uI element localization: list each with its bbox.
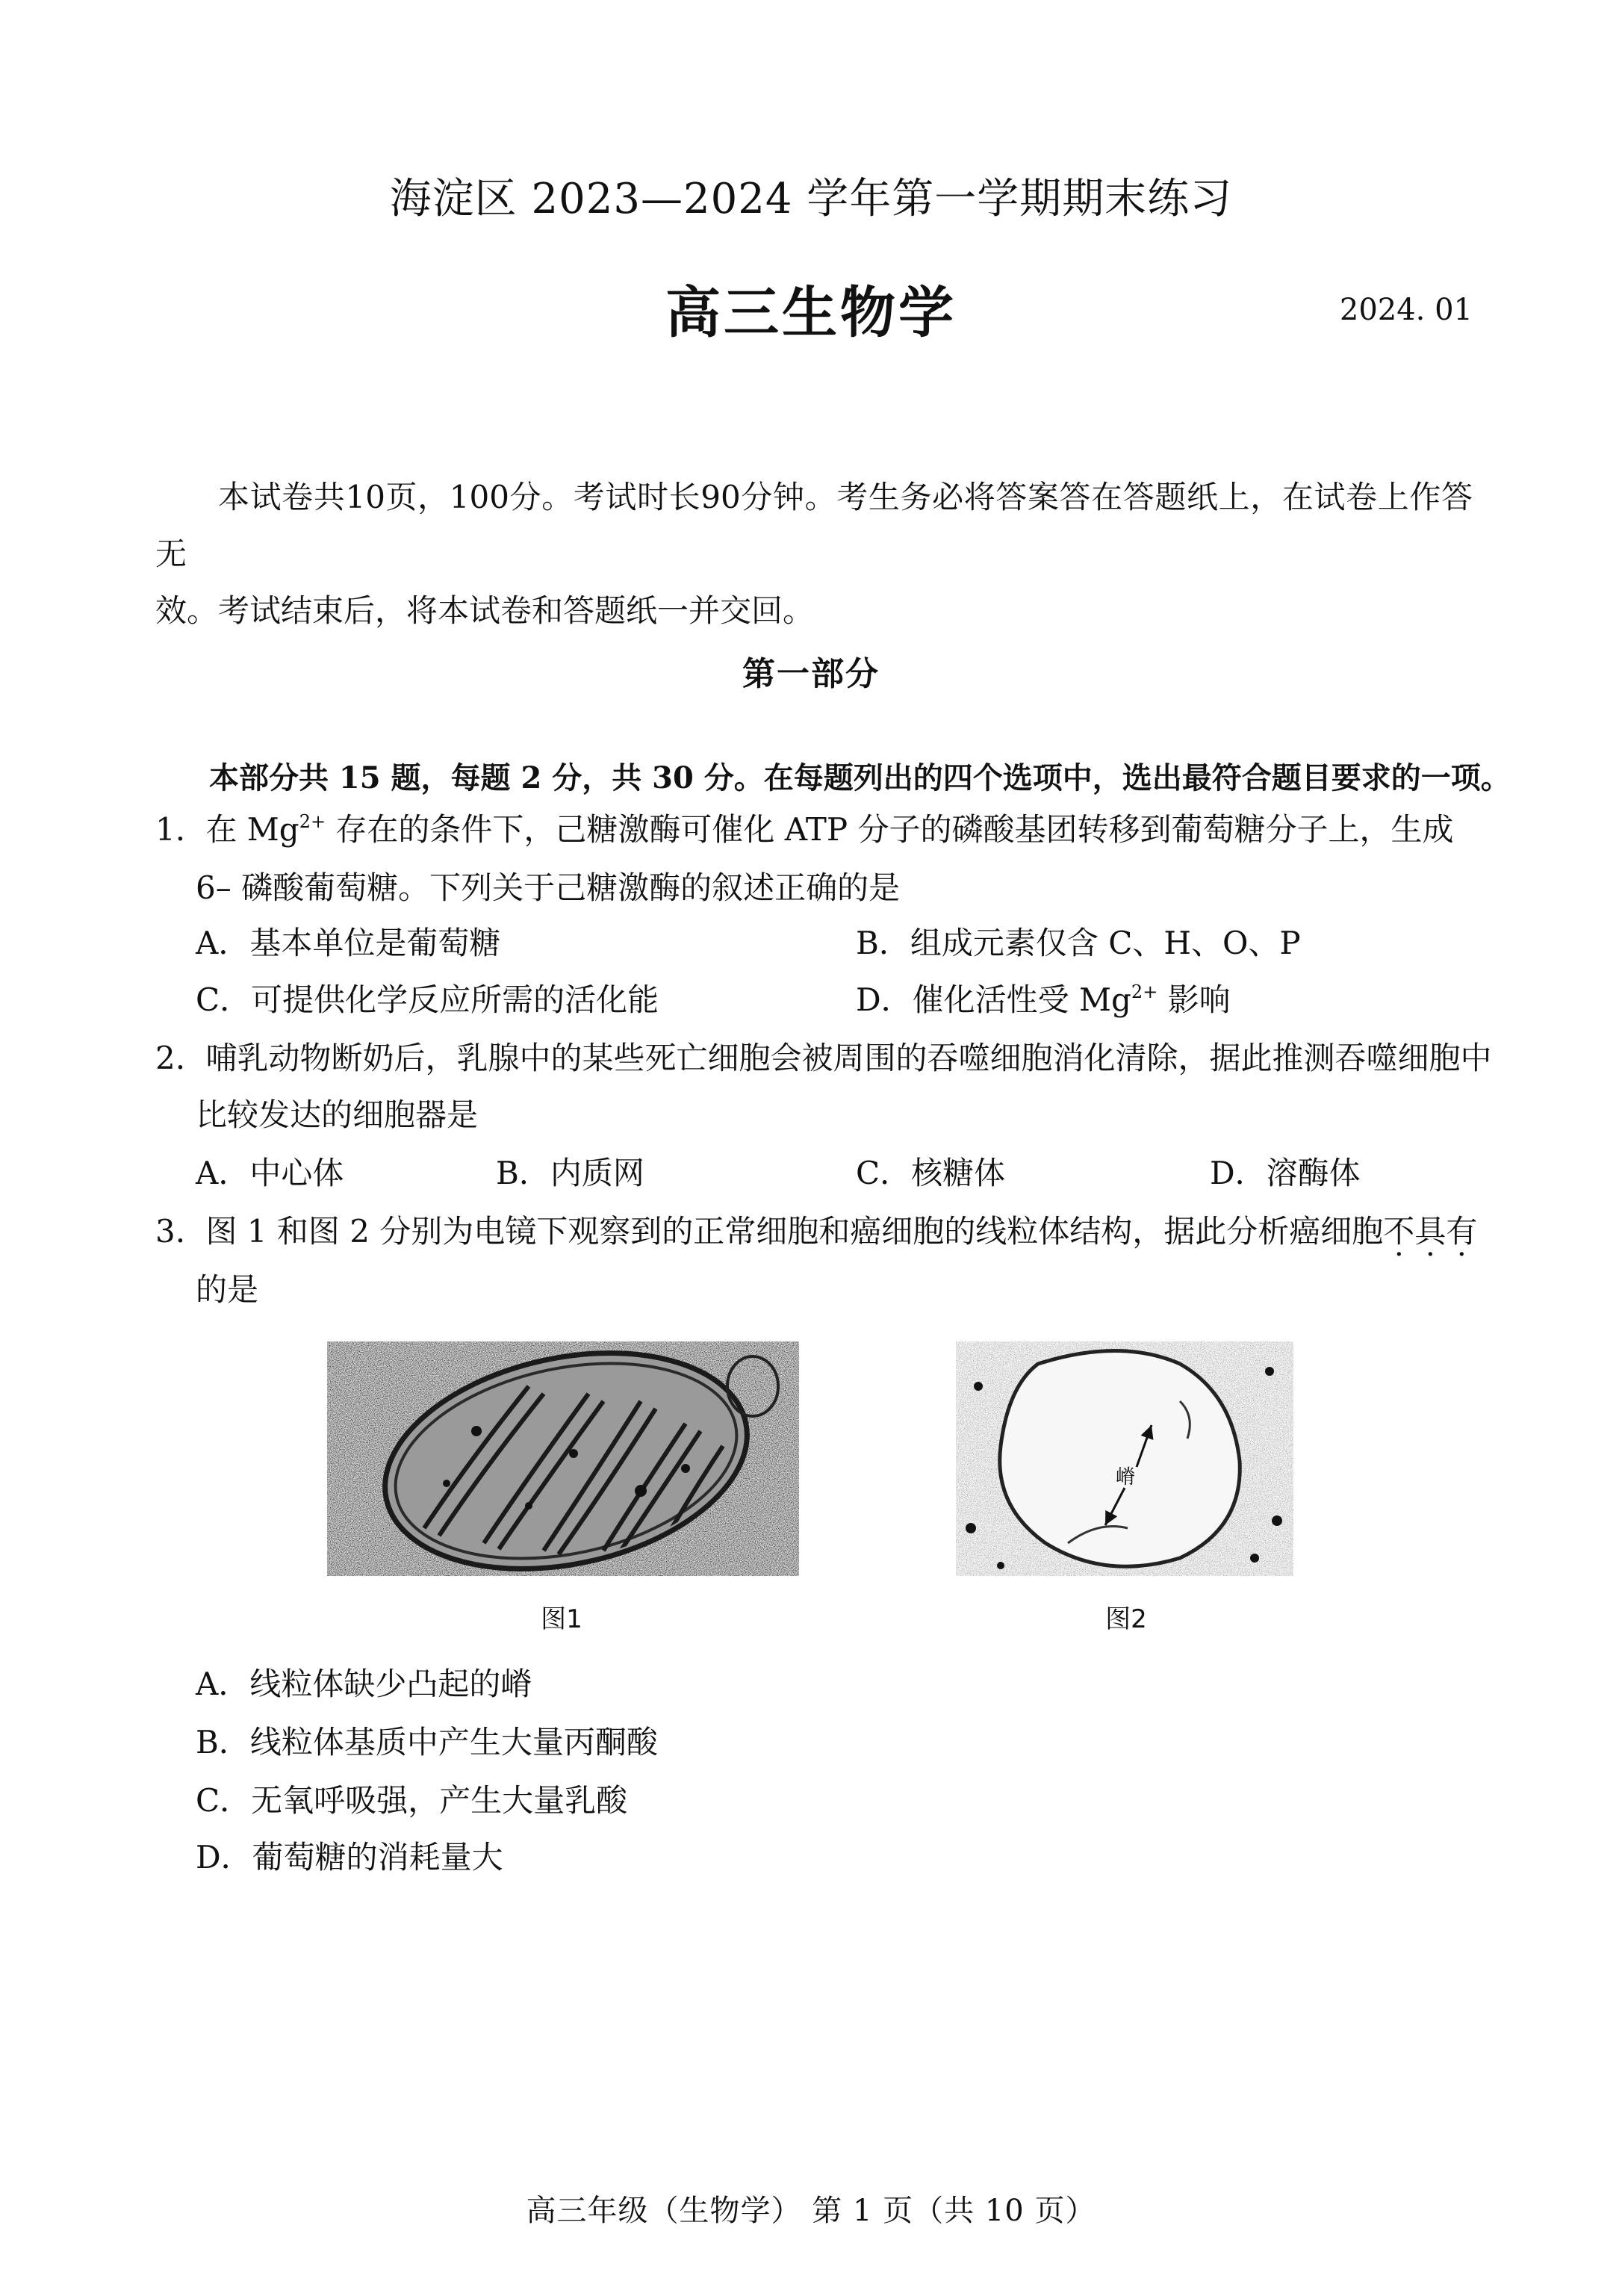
question-number: 2. bbox=[155, 1040, 186, 1076]
exam-date: 2024. 01 bbox=[1339, 293, 1473, 327]
emphasis-char: 不 bbox=[1383, 1213, 1415, 1250]
figure-1-normal-mitochondrion bbox=[327, 1341, 799, 1576]
section-title: 第一部分 bbox=[742, 655, 880, 693]
q3-option-b: B．线粒体基质中产生大量丙酮酸 bbox=[196, 1724, 658, 1760]
q3-option-c: C．无氧呼吸强，产生大量乳酸 bbox=[196, 1782, 628, 1819]
section-instructions: 本部分共 15 题，每题 2 分，共 30 分。在每题列出的四个选项中，选出最符合题目要求的一项。 bbox=[209, 760, 1511, 795]
q3-option-a: A．线粒体缺少凸起的嵴 bbox=[196, 1666, 532, 1702]
q2-option-c: C．核糖体 bbox=[856, 1155, 1006, 1191]
q1-option-b: B．组成元素仅含 C、H、O、P bbox=[856, 925, 1301, 961]
question-1-stem-line-2: 6– 磷酸葡萄糖。下列关于己糖激酶的叙述正确的是 bbox=[196, 869, 901, 906]
page-footer: 高三年级（生物学） 第 1 页（共 10 页） bbox=[526, 2194, 1096, 2228]
intro-line-2: 效。考试结束后，将本试卷和答题纸一并交回。 bbox=[155, 592, 815, 629]
crista-label: 嵴 bbox=[1116, 1466, 1136, 1489]
figure-1-caption: 图1 bbox=[541, 1604, 582, 1634]
question-3-stem-line-2: 的是 bbox=[196, 1271, 259, 1308]
question-number: 1. bbox=[155, 811, 186, 848]
q3-option-d: D．葡萄糖的消耗量大 bbox=[196, 1839, 503, 1875]
figure-2-caption: 图2 bbox=[1105, 1604, 1147, 1634]
q1-option-a: A．基本单位是葡萄糖 bbox=[196, 925, 501, 961]
emphasis-char: 有 bbox=[1446, 1213, 1478, 1250]
intro-paragraph bbox=[155, 469, 1473, 639]
question-2-stem-line-1: 2. 哺乳动物断奶后，乳腺中的某些死亡细胞会被周围的吞噬细胞消化清除，据此推测吞噬细胞中 bbox=[155, 1040, 1492, 1076]
question-2-stem-line-2: 比较发达的细胞器是 bbox=[196, 1096, 479, 1133]
question-3-stem-line-1: 3. 图 1 和图 2 分别为电镜下观察到的正常细胞和癌细胞的线粒体结构，据此分析癌细胞不具有 bbox=[155, 1213, 1478, 1250]
q2-option-b: B．内质网 bbox=[496, 1155, 644, 1191]
subject-title: 高三生物学 bbox=[665, 281, 957, 345]
figure-2-cancer-mitochondrion bbox=[956, 1341, 1293, 1576]
exam-title: 海淀区 2023—2024 学年第一学期期末练习 bbox=[389, 175, 1233, 223]
q2-option-a: A．中心体 bbox=[196, 1155, 344, 1191]
question-1-stem-line-1: 1. 在 $Mg^{2+}$ 存在的条件下，己糖激酶可催化 ATP 分子的磷酸基团转移到葡萄糖分子上，生成 bbox=[155, 811, 1454, 848]
emphasis-char: 具 bbox=[1414, 1213, 1447, 1250]
question-number: 3. bbox=[155, 1213, 186, 1250]
q1-option-c: C．可提供化学反应所需的活化能 bbox=[196, 981, 659, 1018]
q1-option-d: D．催化活性受 $Mg^{2+}$ 影响 bbox=[856, 981, 1231, 1018]
q2-option-d: D．溶酶体 bbox=[1210, 1155, 1361, 1191]
intro-line-1: 本试卷共10页，100分。考试时长90分钟。考生务必将答案答在答题纸上，在试卷上作答无 bbox=[155, 479, 1473, 572]
